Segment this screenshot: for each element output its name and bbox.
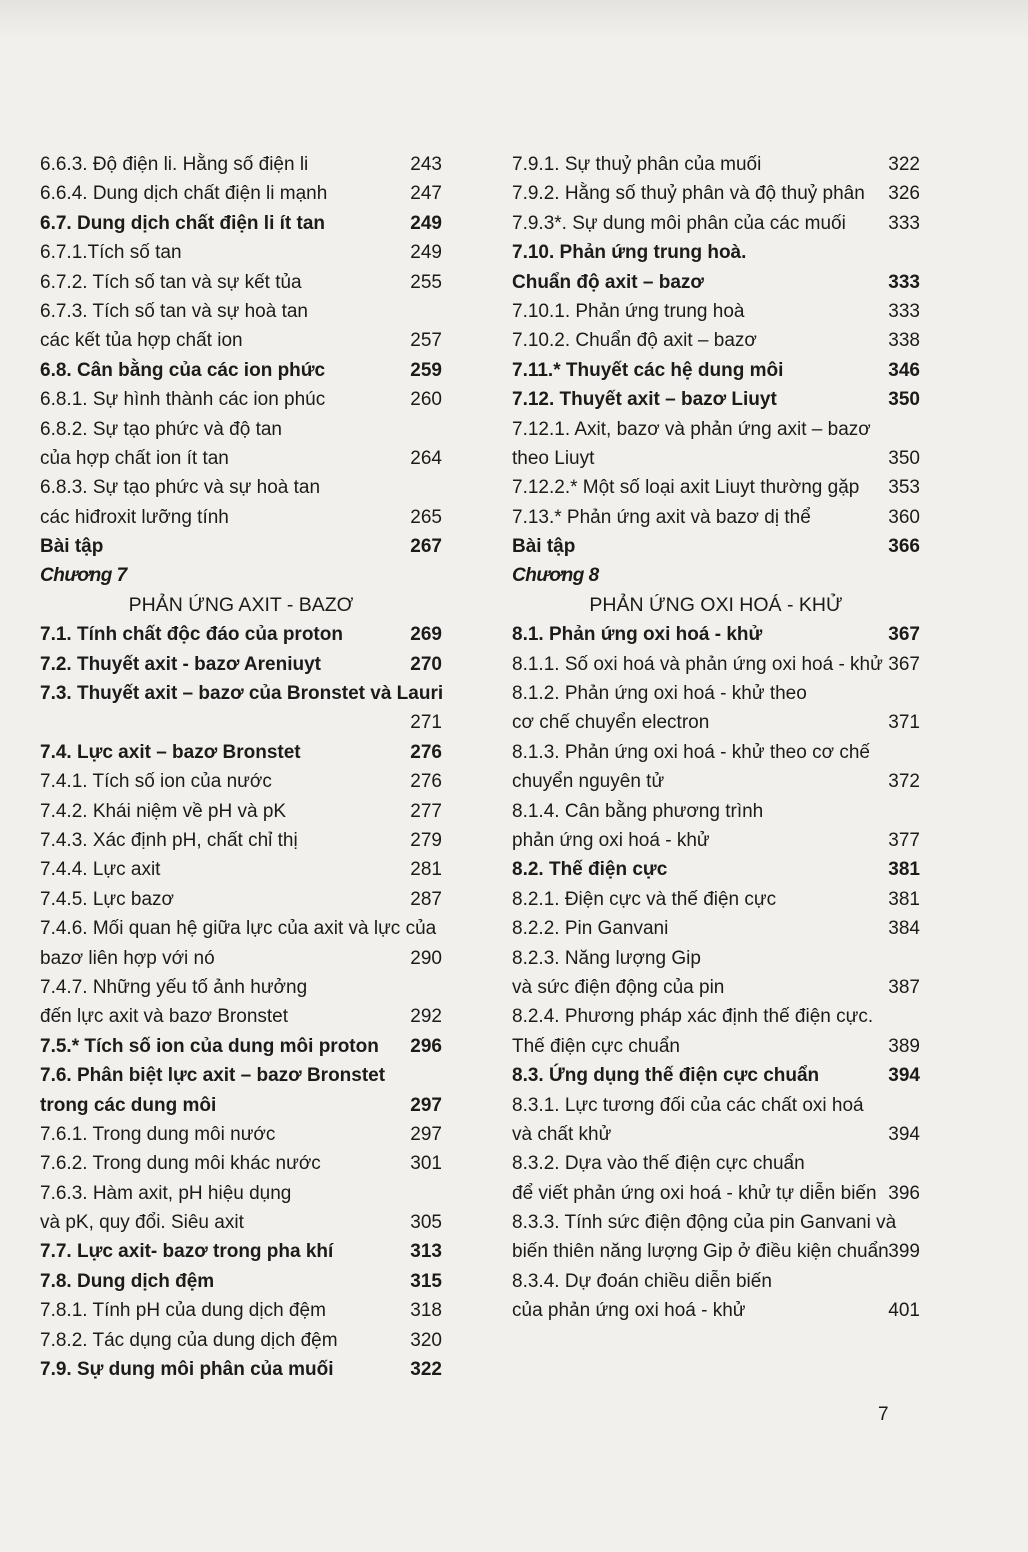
toc-entry-text: của hợp chất ion ít tan [40, 447, 229, 469]
toc-entry-page: 301 [410, 1153, 442, 1175]
toc-entry [40, 1237, 442, 1266]
toc-entry [512, 1296, 920, 1325]
toc-entry-text: trong các dung môi [40, 1094, 217, 1116]
toc-entry [40, 179, 442, 208]
toc-entry-page: 270 [410, 653, 442, 675]
toc-entry-page: 281 [410, 859, 442, 881]
chapter-heading [512, 561, 920, 590]
toc-entry [512, 415, 920, 444]
toc-entry-page: 249 [410, 242, 442, 264]
toc-entry [512, 1149, 920, 1178]
toc-entry-page: 338 [888, 330, 920, 352]
toc-entry-text: Thế điện cực chuẩn [512, 1035, 680, 1057]
toc-entry [512, 1237, 920, 1266]
toc-entry-page: 381 [888, 888, 920, 910]
toc-entry-page: 320 [410, 1329, 442, 1351]
toc-entry [40, 268, 442, 297]
toc-entry-page: 264 [410, 447, 442, 469]
toc-entry [512, 650, 920, 679]
toc-entry [512, 914, 920, 943]
toc-entry-text: 7.8.2. Tác dụng của dung dịch đệm [40, 1329, 338, 1351]
toc-entry-text: 8.2.3. Năng lượng Gip [512, 947, 701, 969]
toc-entry-page: 255 [410, 271, 442, 293]
toc-entry-text: 6.8.1. Sự hình thành các ion phúc [40, 389, 326, 411]
toc-entry-page: 333 [888, 212, 920, 234]
toc-entry-text: Chuẩn độ axit – bazơ [512, 271, 704, 293]
toc-entry [40, 1208, 442, 1237]
toc-entry-text: 8.3.2. Dựa vào thế điện cực chuẩn [512, 1153, 805, 1175]
toc-entry-text: 8.2.2. Pin Ganvani [512, 918, 669, 940]
toc-entry-text: 6.6.3. Độ điện li. Hằng số điện li [40, 154, 309, 175]
toc-entry [512, 944, 920, 973]
toc-entry-page: 367 [888, 624, 920, 646]
toc-entry [40, 297, 442, 326]
toc-entry-page: 297 [410, 1123, 442, 1145]
toc-entry [40, 1326, 442, 1355]
toc-entry [512, 1179, 920, 1208]
toc-entry-text: 7.5.* Tích số ion của dung môi proton [40, 1035, 379, 1057]
chapter-title [40, 591, 442, 620]
toc-entry-text: 8.2.4. Phương pháp xác định thế điện cực. [512, 1006, 874, 1028]
toc-entry [512, 620, 920, 649]
toc-entry [512, 1208, 920, 1237]
toc-entry [40, 415, 442, 444]
toc-entry-page: 267 [410, 536, 442, 558]
toc-entry-text: để viết phản ứng oxi hoá - khử tự diễn biến [512, 1182, 877, 1204]
toc-entry [40, 473, 442, 502]
toc-entry-text: 7.4.2. Khái niệm về pH và pK [40, 800, 287, 822]
toc-entry [40, 650, 442, 679]
toc-entry [512, 1267, 920, 1296]
toc-entry [40, 826, 442, 855]
toc-entry [512, 356, 920, 385]
toc-entry [512, 855, 920, 884]
toc-entry-text: cơ chế chuyển electron [512, 712, 710, 734]
toc-entry [512, 797, 920, 826]
toc-entry-text: 6.6.4. Dung dịch chất điện li mạnh [40, 183, 328, 205]
toc-entry [40, 1061, 442, 1090]
toc-entry [40, 1296, 442, 1325]
toc-entry-text: và sức điện động của pin [512, 976, 725, 998]
toc-entry-page: 318 [410, 1300, 442, 1322]
toc-entry-text: 6.8. Cân bằng của các ion phức [40, 359, 326, 381]
toc-entry-text: 7.1. Tính chất độc đáo của proton [40, 624, 343, 646]
toc-entry-page: 243 [410, 154, 442, 175]
toc-entry [40, 973, 442, 1002]
toc-entry-text: 6.7.1.Tích số tan [40, 242, 182, 264]
toc-entry [512, 150, 920, 179]
toc-entry-page: 305 [410, 1212, 442, 1234]
toc-entry-page: 259 [410, 359, 442, 381]
toc-entry-page: 350 [888, 389, 920, 411]
toc-entry-text: 6.7.2. Tích số tan và sự kết tủa [40, 271, 302, 293]
toc-entry [512, 973, 920, 1002]
toc-entry-text: 7.11.* Thuyết các hệ dung môi [512, 359, 784, 381]
toc-entry [40, 532, 442, 561]
toc-entry-page: 333 [888, 300, 920, 322]
toc-entry-text: 7.12.2.* Một số loại axit Liuyt thường gặp [512, 477, 860, 499]
toc-entry [40, 1267, 442, 1296]
toc-entry-page: 257 [410, 330, 442, 352]
toc-entry-page: 271 [410, 712, 442, 734]
toc-entry-page: 394 [888, 1123, 920, 1145]
toc-entry-text: 7.13.* Phản ứng axit và bazơ dị thể [512, 506, 811, 528]
toc-entry-text: 8.1.2. Phản ứng oxi hoá - khử theo [512, 683, 807, 705]
toc-entry-text: 7.4.3. Xác định pH, chất chỉ thị [40, 829, 298, 851]
toc-entry-text: các kết tủa hợp chất ion [40, 330, 243, 352]
chapter-heading [40, 561, 442, 590]
toc-entry [512, 503, 920, 532]
toc-entry-page: 394 [888, 1065, 920, 1087]
toc-entry-text: PHẢN ỨNG OXI HOÁ - KHỬ [589, 593, 843, 616]
toc-entry-text: các hiđroxit lưỡng tính [40, 506, 229, 528]
toc-entry-text: đến lực axit và bazơ Bronstet [40, 1006, 289, 1028]
toc-entry-text: 7.8. Dung dịch đệm [40, 1270, 215, 1292]
toc-entry [512, 179, 920, 208]
toc-entry-text: 8.3.3. Tính sức điện động của pin Ganvani và [512, 1212, 897, 1234]
toc-entry [512, 708, 920, 737]
toc-entry-page: 249 [410, 212, 442, 234]
toc-left-column [40, 150, 442, 1384]
toc-entry-page: 265 [410, 506, 442, 528]
toc-entry [512, 532, 920, 561]
toc-entry-text: PHẢN ỨNG AXIT - BAZƠ [128, 593, 354, 616]
toc-entry-text: 7.8.1. Tính pH của dung dịch đệm [40, 1300, 326, 1322]
toc-entry [40, 914, 442, 943]
toc-entry-text: 7.12.1. Axit, bazơ và phản ứng axit – bazơ [512, 418, 871, 440]
toc-entry-text: 7.3. Thuyết axit – bazơ của Bronstet và Lauri [40, 683, 444, 705]
toc-entry-page: 360 [888, 506, 920, 528]
toc-entry-page: 290 [410, 947, 442, 969]
toc-entry-text: biến thiên năng lượng Gip ở điều kiện chuẩn [512, 1241, 889, 1263]
toc-entry-text: 7.4. Lực axit – bazơ Bronstet [40, 741, 301, 763]
toc-entry-text: 7.4.7. Những yếu tố ảnh hưởng [40, 976, 308, 998]
toc-entry-text: chuyển nguyên tử [512, 771, 665, 793]
toc-entry-page: 396 [888, 1182, 920, 1204]
toc-entry-text: 6.7.3. Tích số tan và sự hoà tan [40, 300, 308, 322]
toc-entry-text: 8.2. Thế điện cực [512, 859, 668, 881]
toc-entry [40, 767, 442, 796]
toc-entry-text: 6.8.2. Sự tạo phức và độ tan [40, 418, 282, 440]
toc-entry [512, 326, 920, 355]
toc-entry [512, 738, 920, 767]
toc-entry-page: 322 [410, 1359, 442, 1381]
toc-entry-page: 389 [888, 1035, 920, 1057]
toc-entry-text: 7.9.3*. Sự dung môi phân của các muối [512, 212, 846, 234]
toc-entry-text: 8.3.1. Lực tương đối của các chất oxi hoá [512, 1094, 864, 1116]
toc-entry-page: 292 [410, 1006, 442, 1028]
toc-entry-text: và chất khử [512, 1123, 612, 1145]
toc-entry [40, 797, 442, 826]
toc-entry [40, 1149, 442, 1178]
toc-entry-page: 353 [888, 477, 920, 499]
toc-entry [40, 855, 442, 884]
toc-entry-text: 8.1.3. Phản ứng oxi hoá - khử theo cơ chế [512, 741, 870, 763]
toc-entry-text: theo Liuyt [512, 447, 595, 469]
toc-entry-text: 8.1.4. Cân bằng phương trình [512, 800, 764, 822]
toc-entry-page: 381 [888, 859, 920, 881]
toc-entry-page: 276 [410, 741, 442, 763]
toc-entry [512, 826, 920, 855]
toc-entry [40, 708, 442, 737]
toc-entry-page: 401 [888, 1300, 920, 1322]
toc-entry-page: 377 [888, 829, 920, 851]
toc-entry [40, 1091, 442, 1120]
toc-entry-text: bazơ liên hợp với nó [40, 947, 215, 969]
toc-entry-page: 350 [888, 447, 920, 469]
toc-entry [40, 1355, 442, 1384]
toc-entry-page: 315 [410, 1270, 442, 1292]
toc-entry-text: 7.4.5. Lực bazơ [40, 888, 174, 910]
toc-entry [512, 238, 920, 267]
toc-entry-text: 6.8.3. Sự tạo phức và sự hoà tan [40, 477, 321, 499]
toc-entry-text: của phản ứng oxi hoá - khử [512, 1300, 746, 1322]
toc-entry-page: 387 [888, 976, 920, 998]
toc-entry-text: 8.1. Phản ứng oxi hoá - khử [512, 624, 763, 646]
toc-entry-text: 7.10.1. Phản ứng trung hoà [512, 300, 745, 322]
page-number: 7 [878, 1404, 889, 1425]
toc-entry-text: 6.7. Dung dịch chất điện li ít tan [40, 212, 326, 234]
toc-entry-text: 8.3.4. Dự đoán chiều diễn biến [512, 1270, 772, 1292]
toc-entry [512, 473, 920, 502]
toc-entry-text: 7.7. Lực axit- bazơ trong pha khí [40, 1241, 334, 1263]
toc-entry [40, 1120, 442, 1149]
toc-entry-text: 7.4.4. Lực axit [40, 859, 161, 881]
toc-entry-page: 297 [410, 1094, 442, 1116]
toc-entry [40, 620, 442, 649]
toc-entry [40, 444, 442, 473]
toc-entry-page: 247 [410, 183, 442, 205]
toc-entry [40, 679, 442, 708]
toc-entry [512, 209, 920, 238]
toc-entry [512, 444, 920, 473]
toc-entry-text: 7.4.1. Tích số ion của nước [40, 771, 272, 793]
toc-entry [40, 738, 442, 767]
toc-entry-text: 7.2. Thuyết axit - bazơ Areniuyt [40, 653, 321, 675]
toc-entry-text: 7.6.3. Hàm axit, pH hiệu dụng [40, 1182, 292, 1204]
toc-entry-text: 7.4.6. Mối quan hệ giữa lực của axit và lực của [40, 918, 437, 940]
toc-entry-page: 372 [888, 771, 920, 793]
toc-entry [512, 1032, 920, 1061]
toc-entry-page: 346 [888, 359, 920, 381]
toc-entry-text: Bài tập [512, 536, 576, 558]
toc-entry-text: 7.6. Phân biệt lực axit – bazơ Bronstet [40, 1065, 386, 1087]
toc-entry-text: Bài tập [40, 536, 104, 558]
toc-entry [512, 885, 920, 914]
toc-entry-page: 366 [888, 536, 920, 558]
toc-entry-page: 322 [888, 154, 920, 175]
toc-entry-text: 7.9. Sự dung môi phân của muối [40, 1359, 334, 1381]
toc-entry-page: 326 [888, 183, 920, 205]
toc-entry-page: 384 [888, 918, 920, 940]
toc-entry-page: 399 [888, 1241, 920, 1263]
toc-entry-page: 279 [410, 829, 442, 851]
toc-entry [40, 326, 442, 355]
toc-entry [512, 1061, 920, 1090]
toc-entry-page: 260 [410, 389, 442, 411]
toc-entry-page: 296 [410, 1035, 442, 1057]
toc-entry [40, 944, 442, 973]
toc-entry-text: 8.1.1. Số oxi hoá và phản ứng oxi hoá - khử [512, 653, 883, 675]
toc-entry-page: 269 [410, 624, 442, 646]
toc-entry [40, 150, 442, 179]
toc-entry-text: 8.3. Ứng dụng thế điện cực chuẩn [512, 1065, 820, 1087]
toc-entry [40, 356, 442, 385]
toc-entry [512, 767, 920, 796]
toc-entry-page: 276 [410, 771, 442, 793]
toc-entry-text: 8.2.1. Điện cực và thế điện cực [512, 888, 777, 910]
toc-entry-page: 313 [410, 1241, 442, 1263]
toc-entry-text: 7.12. Thuyết axit – bazơ Liuyt [512, 389, 777, 411]
toc-entry-page: 287 [410, 888, 442, 910]
toc-entry-text: 7.10. Phản ứng trung hoà. [512, 242, 747, 264]
toc-entry [512, 268, 920, 297]
toc-entry [512, 1002, 920, 1031]
toc-entry-text: Chương 7 [40, 565, 127, 587]
toc-entry-text: 7.6.1. Trong dung môi nước [40, 1123, 276, 1145]
toc-entry [40, 1179, 442, 1208]
chapter-title [512, 591, 920, 620]
toc-entry-text: 7.6.2. Trong dung môi khác nước [40, 1153, 321, 1175]
toc-entry-text: 7.9.1. Sự thuỷ phân của muối [512, 154, 762, 175]
toc-entry [40, 238, 442, 267]
toc-entry-text: phản ứng oxi hoá - khử [512, 829, 710, 851]
toc-entry-text: Chương 8 [512, 565, 599, 587]
toc-right-column [512, 150, 920, 1326]
toc-entry [512, 1091, 920, 1120]
toc-entry [512, 679, 920, 708]
toc-entry [512, 297, 920, 326]
toc-entry [40, 1002, 442, 1031]
page-shadow [0, 0, 1028, 40]
toc-entry [40, 209, 442, 238]
toc-entry [40, 1032, 442, 1061]
toc-entry-text: và pK, quy đổi. Siêu axit [40, 1212, 244, 1234]
toc-entry [40, 385, 442, 414]
toc-entry [512, 1120, 920, 1149]
toc-entry-text: 7.9.2. Hằng số thuỷ phân và độ thuỷ phân [512, 183, 865, 205]
toc-entry-text: 7.10.2. Chuẩn độ axit – bazơ [512, 330, 757, 352]
toc-entry [40, 503, 442, 532]
toc-entry-page: 371 [888, 712, 920, 734]
toc-entry [40, 885, 442, 914]
toc-entry-page: 277 [410, 800, 442, 822]
toc-entry-page: 333 [888, 271, 920, 293]
toc-entry-page: 367 [888, 653, 920, 675]
toc-entry [512, 385, 920, 414]
